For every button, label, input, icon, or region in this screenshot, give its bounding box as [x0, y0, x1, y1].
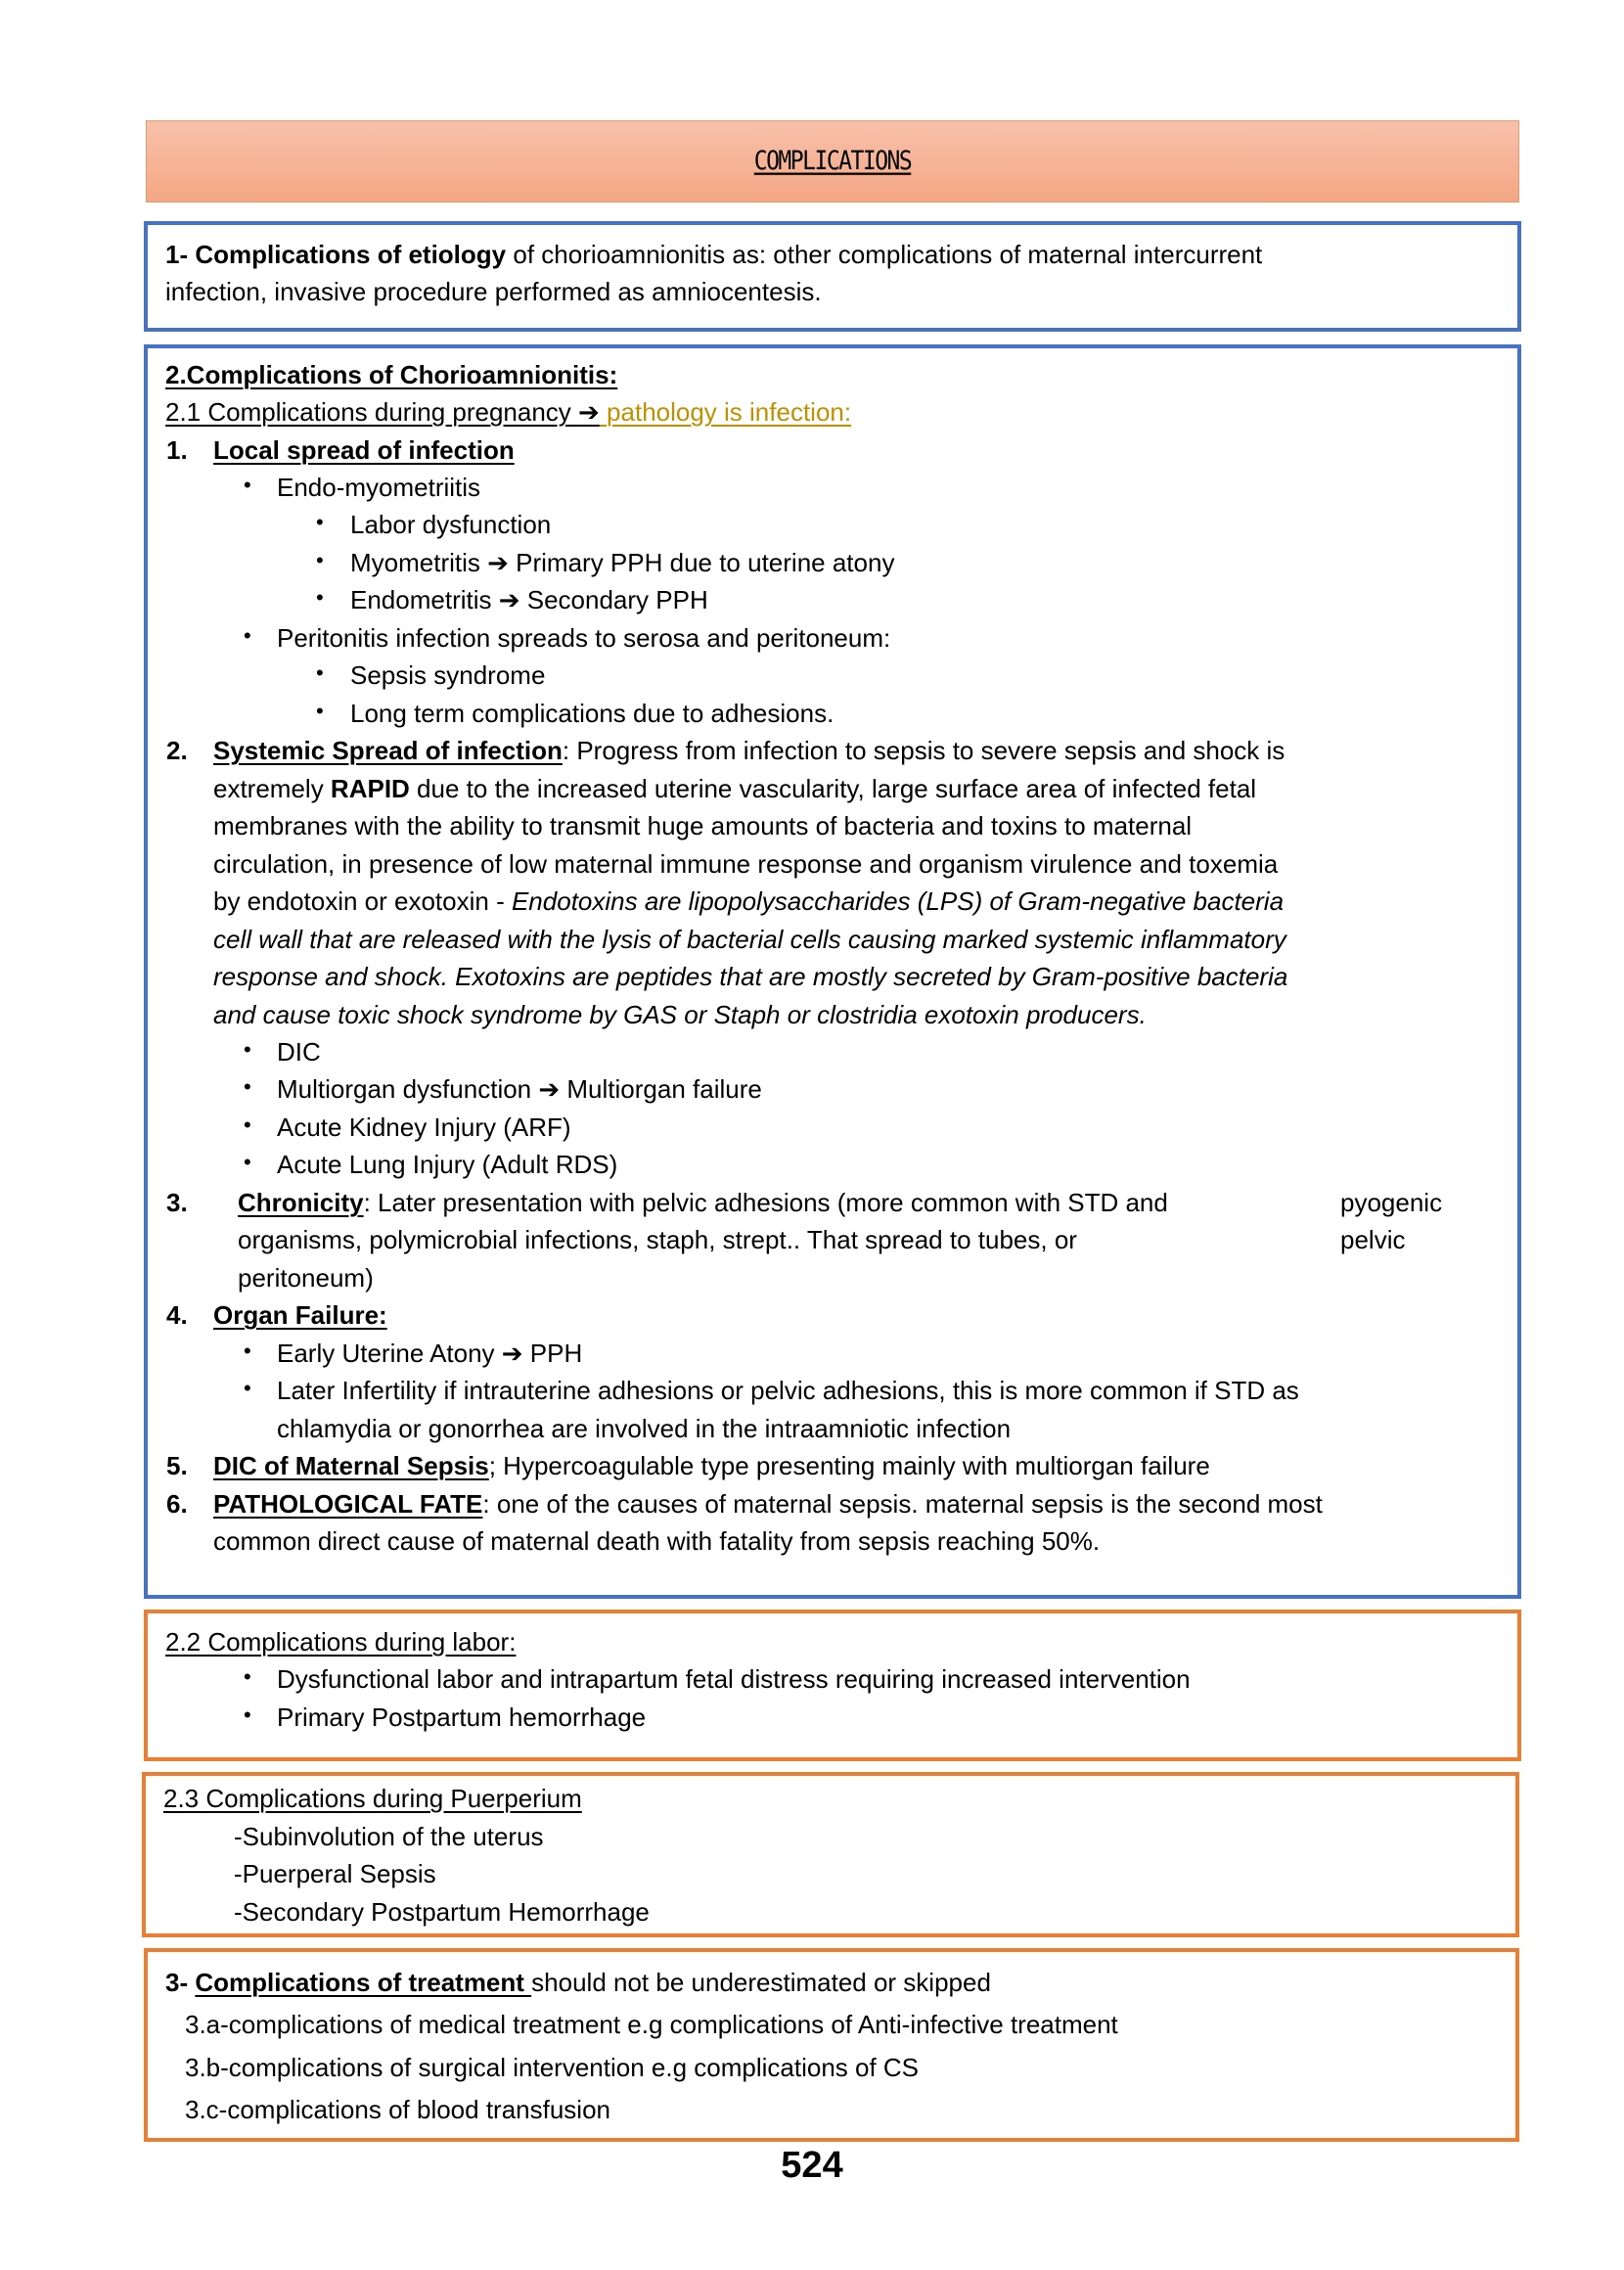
dic-paragraph: DIC of Maternal Sepsis; Hypercoagulable type presenting mainly with multiorgan failure: [213, 1451, 1210, 1480]
list-item: Multiorgan dysfunction ➔ Multiorgan failure: [277, 1074, 762, 1104]
bullet-icon: •: [316, 548, 324, 572]
list-item: Endometritis ➔ Secondary PPH: [350, 585, 708, 614]
paragraph-line: response and shock. Exotoxins are peptides that are mostly secreted by Gram-positive bacteria: [213, 962, 1288, 991]
arrow-right-icon: ➔: [487, 548, 509, 577]
paragraph-line: organisms, polymicrobial infections, staph, strept.. That spread to tubes, or: [238, 1225, 1077, 1254]
paragraph-line: cell wall that are released with the lysis of bacterial cells causing marked systemic inflammatory: [213, 925, 1286, 954]
list-item: Peritonitis infection spreads to serosa and peritoneum:: [277, 623, 891, 653]
list-item: 3.b-complications of surgical intervention e.g complications of CS: [185, 2053, 920, 2082]
arrow-right-icon: ➔: [578, 397, 600, 427]
paragraph-line: common direct cause of maternal death with fatality from sepsis reaching 50%.: [213, 1526, 1101, 1556]
section3-title: 3- Complications of treatment should not be underestimated or skipped: [165, 1968, 991, 1997]
list-number: 2.: [166, 736, 188, 765]
section2-title: 2.Complications of Chorioamnionitis:: [165, 360, 618, 389]
arrow-right-icon: ➔: [501, 1339, 523, 1368]
bullet-icon: •: [244, 1376, 251, 1400]
list-number: 6.: [166, 1489, 188, 1519]
bullet-icon: •: [244, 1037, 251, 1062]
list-item: -Secondary Postpartum Hemorrhage: [234, 1897, 650, 1927]
paragraph-line: membranes with the ability to transmit huge amounts of bacteria and toxins to maternal: [213, 811, 1193, 840]
arrow-right-icon: ➔: [538, 1074, 561, 1104]
paragraph-line: and cause toxic shock syndrome by GAS or Staph or clostridia exotoxin producers.: [213, 1000, 1147, 1029]
bullet-icon: •: [316, 585, 324, 610]
organ-failure-heading: Organ Failure:: [213, 1300, 387, 1330]
bullet-icon: •: [244, 1150, 251, 1174]
list-item: 3.a-complications of medical treatment e.g complications of Anti-infective treatment: [185, 2010, 1118, 2039]
bullet-icon: •: [244, 473, 251, 497]
list-item: Acute Kidney Injury (ARF): [277, 1112, 571, 1142]
list-item: DIC: [277, 1037, 321, 1067]
local-spread-heading: Local spread of infection: [213, 435, 515, 465]
section-header-banner: [146, 120, 1519, 203]
bullet-icon: •: [244, 1339, 251, 1363]
paragraph-line: pyogenic: [1340, 1188, 1443, 1217]
paragraph-line: by endotoxin or exotoxin - Endotoxins are lipopolysaccharides (LPS) of Gram-negative bacteria: [213, 886, 1285, 916]
bullet-icon: •: [244, 623, 251, 648]
pathological-fate-paragraph: PATHOLOGICAL FATE: one of the causes of maternal sepsis. maternal sepsis is the second most: [213, 1489, 1323, 1519]
puerperium-complications-box: [142, 1772, 1519, 1937]
treatment-complications-box: [144, 1948, 1519, 2142]
etiology-complications-box: [144, 221, 1521, 332]
bullet-icon: •: [316, 660, 324, 685]
page-title: COMPLICATIONS: [753, 147, 912, 176]
page-number: 524: [781, 2145, 843, 2186]
list-item: Labor dysfunction: [350, 510, 552, 539]
list-item: Later Infertility if intrauterine adhesions or pelvic adhesions, this is more common if STD as: [277, 1376, 1299, 1405]
list-item: -Subinvolution of the uterus: [234, 1822, 544, 1851]
list-item: 3.c-complications of blood transfusion: [185, 2095, 611, 2124]
list-item: Endo-myometriitis: [277, 473, 481, 502]
chorioamnionitis-complications-box: [144, 344, 1521, 1599]
bullet-icon: •: [244, 1702, 251, 1727]
section23-title: 2.3 Complications during Puerperium: [163, 1784, 582, 1813]
list-number: 4.: [166, 1300, 188, 1330]
list-item: Primary Postpartum hemorrhage: [277, 1702, 647, 1732]
list-item: Early Uterine Atony ➔ PPH: [277, 1339, 583, 1368]
labor-complications-box: [144, 1610, 1521, 1761]
list-number: 1.: [166, 435, 188, 465]
list-item: Dysfunctional labor and intrapartum fetal distress requiring increased intervention: [277, 1664, 1191, 1694]
list-number: 5.: [166, 1451, 188, 1480]
list-item-continued: chlamydia or gonorrhea are involved in the intraamniotic infection: [277, 1414, 1012, 1443]
etiology-text: of chorioamnionitis as: other complications of maternal intercurrent: [506, 240, 1263, 269]
paragraph-line: pelvic: [1340, 1225, 1406, 1254]
list-item: Sepsis syndrome: [350, 660, 546, 690]
arrow-right-icon: ➔: [498, 585, 520, 614]
systemic-spread-paragraph: Systemic Spread of infection: Progress from infection to sepsis to severe sepsis and shock is: [213, 736, 1286, 765]
bullet-icon: •: [244, 1074, 251, 1099]
paragraph-line: circulation, in presence of low maternal immune response and organism virulence and toxemia: [213, 849, 1279, 879]
section21-subtitle: 2.1 Complications during pregnancy ➔ pathology is infection:: [165, 397, 852, 427]
list-item: Long term complications due to adhesions.: [350, 699, 835, 728]
paragraph-line: extremely RAPID due to the increased uterine vascularity, large surface area of infected fetal: [213, 774, 1257, 803]
bullet-icon: •: [316, 510, 324, 534]
etiology-heading: 1- Complications of etiology: [165, 240, 507, 269]
bullet-icon: •: [244, 1112, 251, 1137]
chronicity-paragraph: Chronicity: Later presentation with pelvic adhesions (more common with STD and: [238, 1188, 1168, 1217]
section22-title: 2.2 Complications during labor:: [165, 1627, 517, 1657]
paragraph-line: peritoneum): [238, 1263, 374, 1293]
list-item: Myometritis ➔ Primary PPH due to uterine atony: [350, 548, 895, 577]
list-item: Acute Lung Injury (Adult RDS): [277, 1150, 618, 1179]
list-number: 3.: [166, 1188, 188, 1217]
bullet-icon: •: [244, 1664, 251, 1689]
bullet-icon: •: [316, 699, 324, 723]
etiology-text-line2: infection, invasive procedure performed as amniocentesis.: [165, 277, 822, 306]
list-item: -Puerperal Sepsis: [234, 1859, 436, 1888]
